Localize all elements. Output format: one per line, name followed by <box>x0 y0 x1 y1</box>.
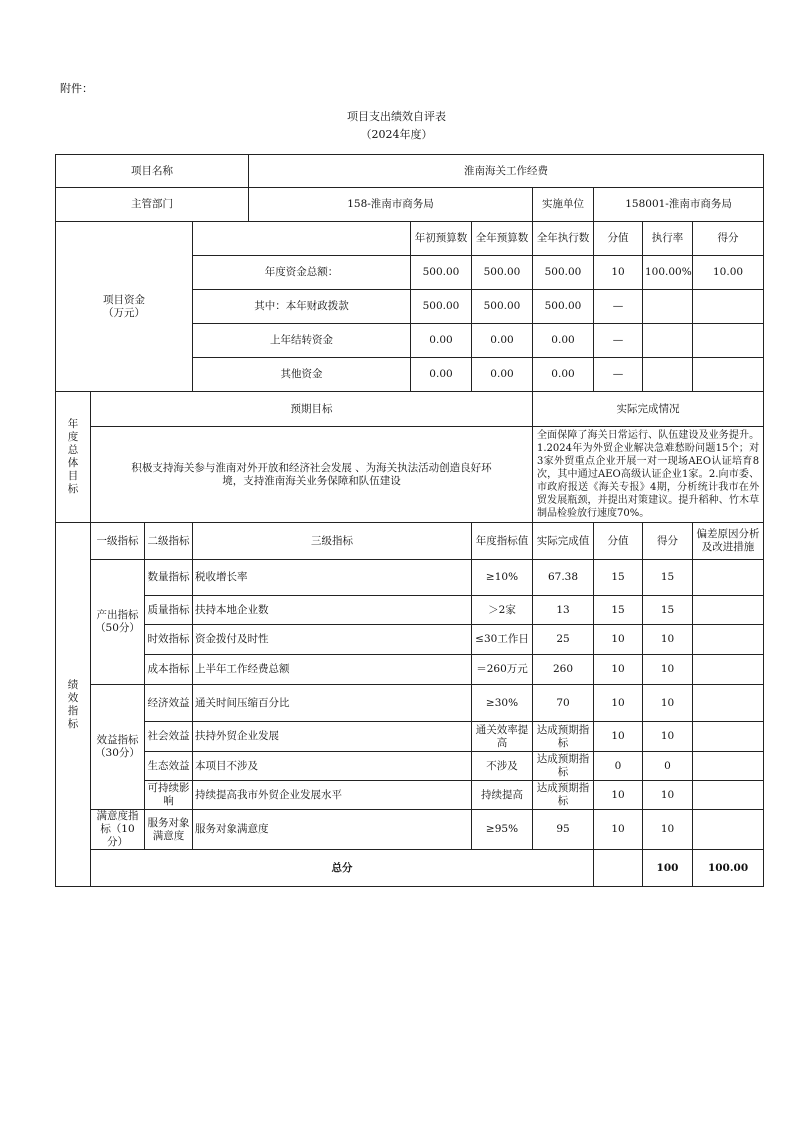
indicator-score-value: 10 <box>594 655 643 685</box>
indicator-score: 10 <box>643 781 693 810</box>
indicator-score-value: 10 <box>594 722 643 752</box>
funds-score <box>693 358 764 392</box>
dept-value: 158-淮南市商务局 <box>249 188 533 222</box>
indicator-level3: 扶持外贸企业发展 <box>193 722 472 752</box>
indicator-target: 持续提高 <box>472 781 533 810</box>
benefit-label-text: 效益指标 <box>96 734 139 746</box>
indicator-actual: 260 <box>533 655 594 685</box>
indicator-score: 15 <box>643 560 693 596</box>
indicator-deviation <box>693 655 764 685</box>
funds-score-value: 10 <box>594 256 643 290</box>
indicator-level3: 扶持本地企业数 <box>193 596 472 625</box>
indicator-actual: 13 <box>533 596 594 625</box>
indicator-deviation <box>693 685 764 722</box>
indicator-target: 不涉及 <box>472 752 533 781</box>
indicator-deviation <box>693 625 764 655</box>
indicator-row <box>56 752 764 781</box>
perf-header-score: 得分 <box>643 523 693 560</box>
indicator-level2: 成本指标 <box>145 655 193 685</box>
perf-header-target: 年度指标值 <box>472 523 533 560</box>
funds-header-score-value: 分值 <box>594 222 643 256</box>
funds-row-label: 上年结转资金 <box>193 324 411 358</box>
total-score: 100.00 <box>693 850 764 887</box>
indicator-score: 10 <box>643 685 693 722</box>
indicator-target: ≥10% <box>472 560 533 596</box>
perf-header-row <box>56 523 764 560</box>
indicator-score: 15 <box>643 596 693 625</box>
funds-score <box>693 324 764 358</box>
indicator-row <box>56 685 764 722</box>
indicator-target: ≥95% <box>472 810 533 850</box>
indicator-score-value: 15 <box>594 596 643 625</box>
funds-label-line2: （万元） <box>103 306 145 319</box>
actual-text: 全面保障了海关日常运行、队伍建设及业务提升。1.2024年为外贸企业解决急难愁盼问题15个；对3家外贸重点企业开展一对一现场AEO认证培育8次，其中通过AEO高级认证企业1家。2.向市委、市政府报送《海关专报》4期，分析统计我市在外贸发展瓶颈，并提出对策建议。提升稻种、竹木草制品检验放行速度70%。 <box>533 427 764 523</box>
total-label: 总分 <box>91 850 594 887</box>
funds-executed: 500.00 <box>533 290 594 324</box>
perf-header-actual: 实际完成值 <box>533 523 594 560</box>
indicator-level3: 税收增长率 <box>193 560 472 596</box>
indicator-target: ≤30工作日 <box>472 625 533 655</box>
total-row <box>56 850 764 887</box>
total-blank <box>594 850 643 887</box>
output-score-text: （50分） <box>95 622 140 634</box>
funds-row-label: 其他资金 <box>193 358 411 392</box>
indicator-level2: 经济效益 <box>145 685 193 722</box>
indicator-score: 10 <box>643 810 693 850</box>
indicator-score: 0 <box>643 752 693 781</box>
funds-label-line1: 项目资金 <box>103 293 145 306</box>
indicator-score-value: 10 <box>594 781 643 810</box>
funds-rate: 100.00% <box>643 256 693 290</box>
indicator-level2: 生态效益 <box>145 752 193 781</box>
funds-annual: 0.00 <box>472 324 533 358</box>
department-row <box>56 188 764 222</box>
funds-initial: 500.00 <box>411 290 472 324</box>
indicator-row <box>56 560 764 596</box>
funds-header-initial: 年初预算数 <box>411 222 472 256</box>
indicator-level3: 本项目不涉及 <box>193 752 472 781</box>
indicator-deviation <box>693 752 764 781</box>
funds-rate <box>643 290 693 324</box>
indicator-target: ＞2家 <box>472 596 533 625</box>
funds-score-value: — <box>594 324 643 358</box>
perf-label <box>56 523 91 887</box>
perf-header-level3: 三级指标 <box>193 523 472 560</box>
impl-value: 158001-淮南市商务局 <box>594 188 764 222</box>
funds-rate <box>643 358 693 392</box>
indicator-level2: 数量指标 <box>145 560 193 596</box>
dept-label: 主管部门 <box>56 188 249 222</box>
indicator-level2: 质量指标 <box>145 596 193 625</box>
benefit-score-text: （30分） <box>95 747 140 759</box>
satisfaction-label: 满意度指标（10分） <box>91 810 145 850</box>
indicator-deviation <box>693 596 764 625</box>
funds-executed: 0.00 <box>533 324 594 358</box>
indicator-score-value: 0 <box>594 752 643 781</box>
funds-annual: 500.00 <box>472 256 533 290</box>
indicator-deviation <box>693 722 764 752</box>
indicator-actual: 70 <box>533 685 594 722</box>
total-score-value: 100 <box>643 850 693 887</box>
indicator-actual: 95 <box>533 810 594 850</box>
indicator-score-value: 10 <box>594 685 643 722</box>
project-name-row <box>56 155 764 188</box>
funds-score <box>693 290 764 324</box>
funds-executed: 0.00 <box>533 358 594 392</box>
indicator-deviation <box>693 781 764 810</box>
page-title: 项目支出绩效自评表 <box>347 110 446 123</box>
indicator-target: ≥30% <box>472 685 533 722</box>
funds-header-rate: 执行率 <box>643 222 693 256</box>
impl-label: 实施单位 <box>533 188 594 222</box>
perf-header-level1: 一级指标 <box>91 523 145 560</box>
funds-initial: 500.00 <box>411 256 472 290</box>
funds-score-value: — <box>594 358 643 392</box>
indicator-row <box>56 596 764 625</box>
indicator-level2: 社会效益 <box>145 722 193 752</box>
funds-initial: 0.00 <box>411 358 472 392</box>
indicator-actual: 达成预期指标 <box>533 722 594 752</box>
indicator-row <box>56 810 764 850</box>
indicator-actual: 达成预期指标 <box>533 781 594 810</box>
funds-initial: 0.00 <box>411 324 472 358</box>
funds-header-executed: 全年执行数 <box>533 222 594 256</box>
indicator-level2: 时效指标 <box>145 625 193 655</box>
indicator-deviation <box>693 810 764 850</box>
indicator-level3: 上半年工作经费总额 <box>193 655 472 685</box>
funds-row-label: 其中：本年财政拨款 <box>193 290 411 324</box>
funds-header-annual: 全年预算数 <box>472 222 533 256</box>
indicator-score: 10 <box>643 625 693 655</box>
funds-rate <box>643 324 693 358</box>
funds-annual: 500.00 <box>472 290 533 324</box>
funds-header-row <box>56 222 764 256</box>
indicator-target: ＝260万元 <box>472 655 533 685</box>
indicator-score-value: 15 <box>594 560 643 596</box>
indicator-actual: 67.38 <box>533 560 594 596</box>
funds-executed: 500.00 <box>533 256 594 290</box>
perf-label-text: 绩效指标 <box>67 678 79 730</box>
actual-header: 实际完成情况 <box>533 392 764 427</box>
indicator-actual: 达成预期指标 <box>533 752 594 781</box>
project-name-label: 项目名称 <box>56 155 249 188</box>
expected-goal-header: 预期目标 <box>91 392 533 427</box>
evaluation-table <box>55 154 764 887</box>
indicator-row <box>56 722 764 752</box>
indicator-row <box>56 781 764 810</box>
indicator-target: 通关效率提高 <box>472 722 533 752</box>
output-label-text: 产出指标 <box>96 609 139 621</box>
indicator-row <box>56 655 764 685</box>
benefit-label <box>91 685 145 810</box>
perf-header-deviation: 偏差原因分析及改进措施 <box>693 523 764 560</box>
annual-goal-label-text: 年度总体目标 <box>67 418 79 495</box>
indicator-actual: 25 <box>533 625 594 655</box>
project-name-value: 淮南海关工作经费 <box>249 155 764 188</box>
funds-score: 10.00 <box>693 256 764 290</box>
indicator-level3: 资金拨付及时性 <box>193 625 472 655</box>
indicator-deviation <box>693 560 764 596</box>
indicator-level3: 服务对象满意度 <box>193 810 472 850</box>
page-subtitle: （2024年度） <box>360 128 433 141</box>
indicator-level2: 可持续影响 <box>145 781 193 810</box>
attachment-label: 附件： <box>60 82 93 95</box>
indicator-score: 10 <box>643 722 693 752</box>
goal-content-row <box>56 427 764 523</box>
indicator-row <box>56 625 764 655</box>
expected-goal-text: 积极支持海关参与淮南对外开放和经济社会发展 、为海关执法活动创造良好环境，支持淮南海关业务保障和队伍建设 <box>91 427 533 523</box>
indicator-level3: 持续提高我市外贸企业发展水平 <box>193 781 472 810</box>
output-label <box>91 560 145 685</box>
indicator-level3: 通关时间压缩百分比 <box>193 685 472 722</box>
funds-label <box>56 222 193 392</box>
funds-header-blank <box>193 222 411 256</box>
goal-header-row <box>56 392 764 427</box>
indicator-level2: 服务对象满意度 <box>145 810 193 850</box>
indicator-score: 10 <box>643 655 693 685</box>
annual-goal-label <box>56 392 91 523</box>
funds-row-label: 年度资金总额： <box>193 256 411 290</box>
perf-header-score-value: 分值 <box>594 523 643 560</box>
indicator-score-value: 10 <box>594 810 643 850</box>
perf-header-level2: 二级指标 <box>145 523 193 560</box>
funds-annual: 0.00 <box>472 358 533 392</box>
funds-header-score: 得分 <box>693 222 764 256</box>
indicator-score-value: 10 <box>594 625 643 655</box>
funds-score-value: — <box>594 290 643 324</box>
